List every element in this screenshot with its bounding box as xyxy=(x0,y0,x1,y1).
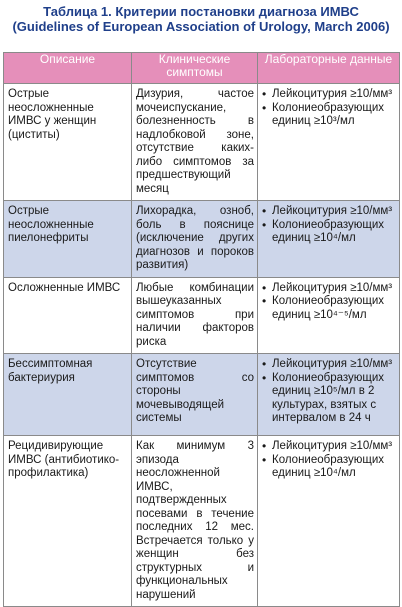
bullet-icon: • xyxy=(262,370,267,385)
cell-description: Рецидивирующие ИМВС (антибиотико-профилактика) xyxy=(4,436,132,607)
bullet-icon: • xyxy=(262,357,267,371)
header-description: Описание xyxy=(4,53,132,84)
lab-item-cfu xyxy=(262,102,396,129)
cell-symptoms: Отсутствие симптомов со стороны мочевыводящей системы xyxy=(132,354,258,436)
cell-description: Острые неосложненные пиелонефриты xyxy=(4,201,132,278)
lab-item-cfu xyxy=(262,295,396,322)
cell-description: Осложненные ИМВС xyxy=(4,277,132,354)
bullet-icon: • xyxy=(262,87,267,101)
table-row xyxy=(4,84,400,201)
header-symptoms: Клинические симптомы xyxy=(132,53,258,84)
cell-lab xyxy=(258,84,400,201)
bullet-icon: • xyxy=(262,204,267,218)
lab-item-cfu xyxy=(262,219,396,246)
bullet-icon: • xyxy=(262,452,267,467)
table-row xyxy=(4,277,400,354)
lab-item-cfu xyxy=(262,454,396,481)
table-title-line2: (Guidelines of European Association of Urology, March 2006) xyxy=(12,19,390,34)
cell-symptoms: Дизурия, частое мочеиспускание, болезненность в надлобковой зоне, отсутствие каких-либо симптомов за предшествующий месяц xyxy=(132,84,258,201)
table-title xyxy=(0,4,402,34)
bullet-icon: • xyxy=(262,439,267,453)
lab-item-leukocyturia xyxy=(262,282,396,296)
lab-item-cfu xyxy=(262,372,396,426)
cell-lab xyxy=(258,201,400,278)
lab-leukocyturia-text: Лейкоцитурия ≥10/мм³ xyxy=(272,440,393,452)
bullet-icon: • xyxy=(262,280,267,295)
bullet-icon: • xyxy=(262,294,267,308)
cell-symptoms: Как минимум 3 эпизода неосложненной ИМВС, подтвержденных посевами в течение последних 12 мес. Встречается только у женщин без структурных и функциональных нарушений xyxy=(132,436,258,607)
table-row xyxy=(4,201,400,278)
criteria-table xyxy=(3,52,400,607)
cell-lab xyxy=(258,277,400,354)
cell-lab xyxy=(258,354,400,436)
cell-symptoms: Лихорадка, озноб, боль в пояснице (исключение других диагнозов и пороков развития) xyxy=(132,201,258,278)
lab-cfu-text: Колониеобразующих единиц ≥10³/мл xyxy=(272,101,385,127)
table-row xyxy=(4,354,400,436)
lab-item-leukocyturia xyxy=(262,88,396,102)
bullet-icon: • xyxy=(262,217,267,232)
lab-item-leukocyturia xyxy=(262,440,396,454)
table-row xyxy=(4,436,400,607)
table-header-row xyxy=(4,53,400,84)
lab-leukocyturia-text: Лейкоцитурия ≥10/мм³ xyxy=(272,281,393,294)
cell-symptoms: Любые комбинации вышеуказанных симптомов при наличии факторов риска xyxy=(132,277,258,354)
header-lab-data: Лабораторные данные xyxy=(258,53,400,84)
lab-cfu-text: Колониеобразующих единиц ≥10⁴/мл xyxy=(272,453,385,479)
lab-leukocyturia-text: Лейкоцитурия ≥10/мм³ xyxy=(272,205,393,217)
cell-lab xyxy=(258,436,400,607)
lab-leukocyturia-text: Лейкоцитурия ≥10/мм³ xyxy=(272,88,393,100)
lab-cfu-text: Колониеобразующих единиц ≥10⁵/мл в 2 культурах, взятых с интервалом в 24 ч xyxy=(272,371,385,424)
lab-cfu-text: Колониеобразующих единиц ≥10⁴/мл xyxy=(272,218,385,244)
cell-description: Бессимптомная бактериурия xyxy=(4,354,132,436)
lab-item-leukocyturia xyxy=(262,205,396,219)
lab-cfu-text: Колониеобразующих единиц ≥10⁴⁻⁵/мл xyxy=(272,295,385,321)
table-title-line1: Таблица 1. Критерии постановки диагноза ИМВС xyxy=(43,4,359,19)
lab-item-leukocyturia xyxy=(262,358,396,372)
lab-leukocyturia-text: Лейкоцитурия ≥10/мм³ xyxy=(272,358,393,370)
cell-description: Острые неосложненные ИМВС у женщин (циститы) xyxy=(4,84,132,201)
bullet-icon: • xyxy=(262,100,267,115)
